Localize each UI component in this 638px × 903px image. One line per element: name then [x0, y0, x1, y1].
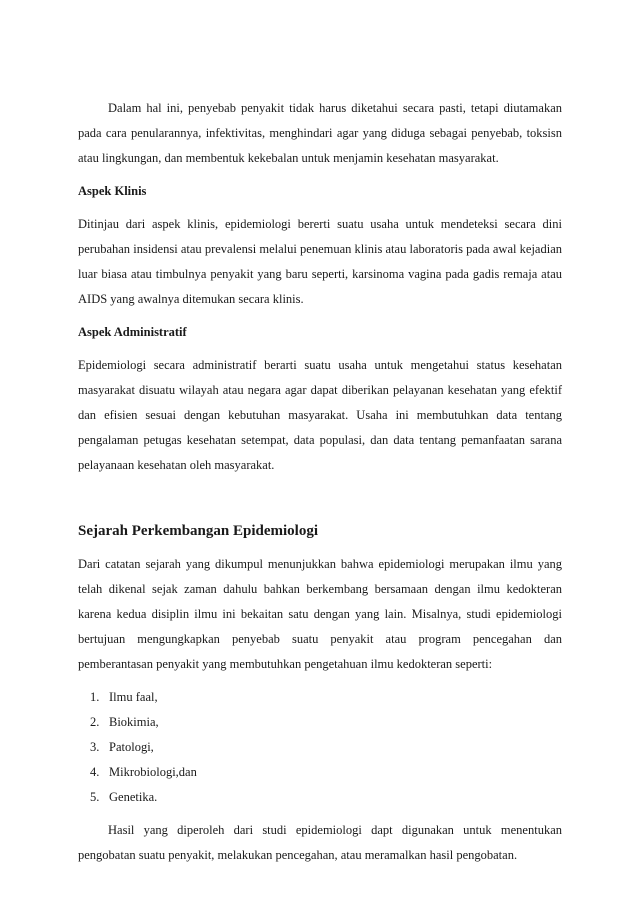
- list-number: 4.: [90, 765, 100, 779]
- list-number: 2.: [90, 715, 100, 729]
- sejarah-paragraph: Dari catatan sejarah yang dikumpul menunjukkan bahwa epidemiologi merupakan ilmu yang telah dikenal sejak zaman dahulu bahkan berkembang bersamaan dengan ilmu kedokteran karena kedua disiplin ilmu ini bekaitan satu dengan yang lain. Misalnya, studi epidemiologi bertujuan mengungkapkan penyebab suatu penyakit atau program pencegahan dan pemberantasan penyakit yang membutuhkan pengetahuan ilmu kedokteran seperti:: [78, 557, 562, 671]
- list-number: 3.: [90, 740, 100, 754]
- list-text: Mikrobiologi,dan: [109, 765, 197, 779]
- list-item: [78, 760, 562, 785]
- list-item: [78, 685, 562, 710]
- list-text: Patologi,: [109, 740, 154, 754]
- list-text: Ilmu faal,: [109, 690, 158, 704]
- klinis-paragraph: Ditinjau dari aspek klinis, epidemiologi bererti suatu usaha untuk mendeteksi secara dini perubahan insidensi atau prevalensi melalui penemuan klinis atau laboratoris pada awal kejadian luar biasa atau timbulnya penyakit yang baru seperti, karsinoma vagina pada gadis remaja atau AIDS yang awalnya ditemukan secara klinis.: [78, 217, 562, 306]
- heading-aspek-klinis: Aspek Klinis: [78, 184, 147, 198]
- list-text: Biokimia,: [109, 715, 159, 729]
- list-item: [78, 710, 562, 735]
- heading-aspek-administratif: Aspek Administratif: [78, 325, 187, 339]
- numbered-list: [78, 685, 562, 810]
- administratif-paragraph: Epidemiologi secara administratif berarti suatu usaha untuk mengetahui status kesehatan masyarakat disuatu wilayah atau negara agar dapat diberikan pelayanan kesehatan yang efektif dan efisien sesuai dengan kebutuhan masyarakat. Usaha ini membutuhkan data tentang pengalaman petugas kesehatan setempat, data populasi, dan data tentang pemanfaatan sarana pelayanaan kesehatan oleh masyarakat.: [78, 358, 562, 472]
- closing-paragraph: Hasil yang diperoleh dari studi epidemiologi dapt digunakan untuk menentukan pengobatan suatu penyakit, melakukan pencegahan, atau meramalkan hasil pengobatan.: [78, 823, 562, 862]
- page-content: [78, 96, 562, 868]
- list-number: 1.: [90, 690, 100, 704]
- intro-paragraph: Dalam hal ini, penyebab penyakit tidak harus diketahui secara pasti, tetapi diutamakan pada cara penularannya, infektivitas, menghindari agar yang diduga sebagai penyebab, toksisn atau lingkungan, dan membentuk kekebalan untuk menjamin kesehatan masyarakat.: [78, 101, 562, 165]
- list-text: Genetika.: [109, 790, 158, 804]
- list-item: [78, 785, 562, 810]
- list-number: 5.: [90, 790, 100, 804]
- list-item: [78, 735, 562, 760]
- section-title: Sejarah Perkembangan Epidemiologi: [78, 523, 319, 539]
